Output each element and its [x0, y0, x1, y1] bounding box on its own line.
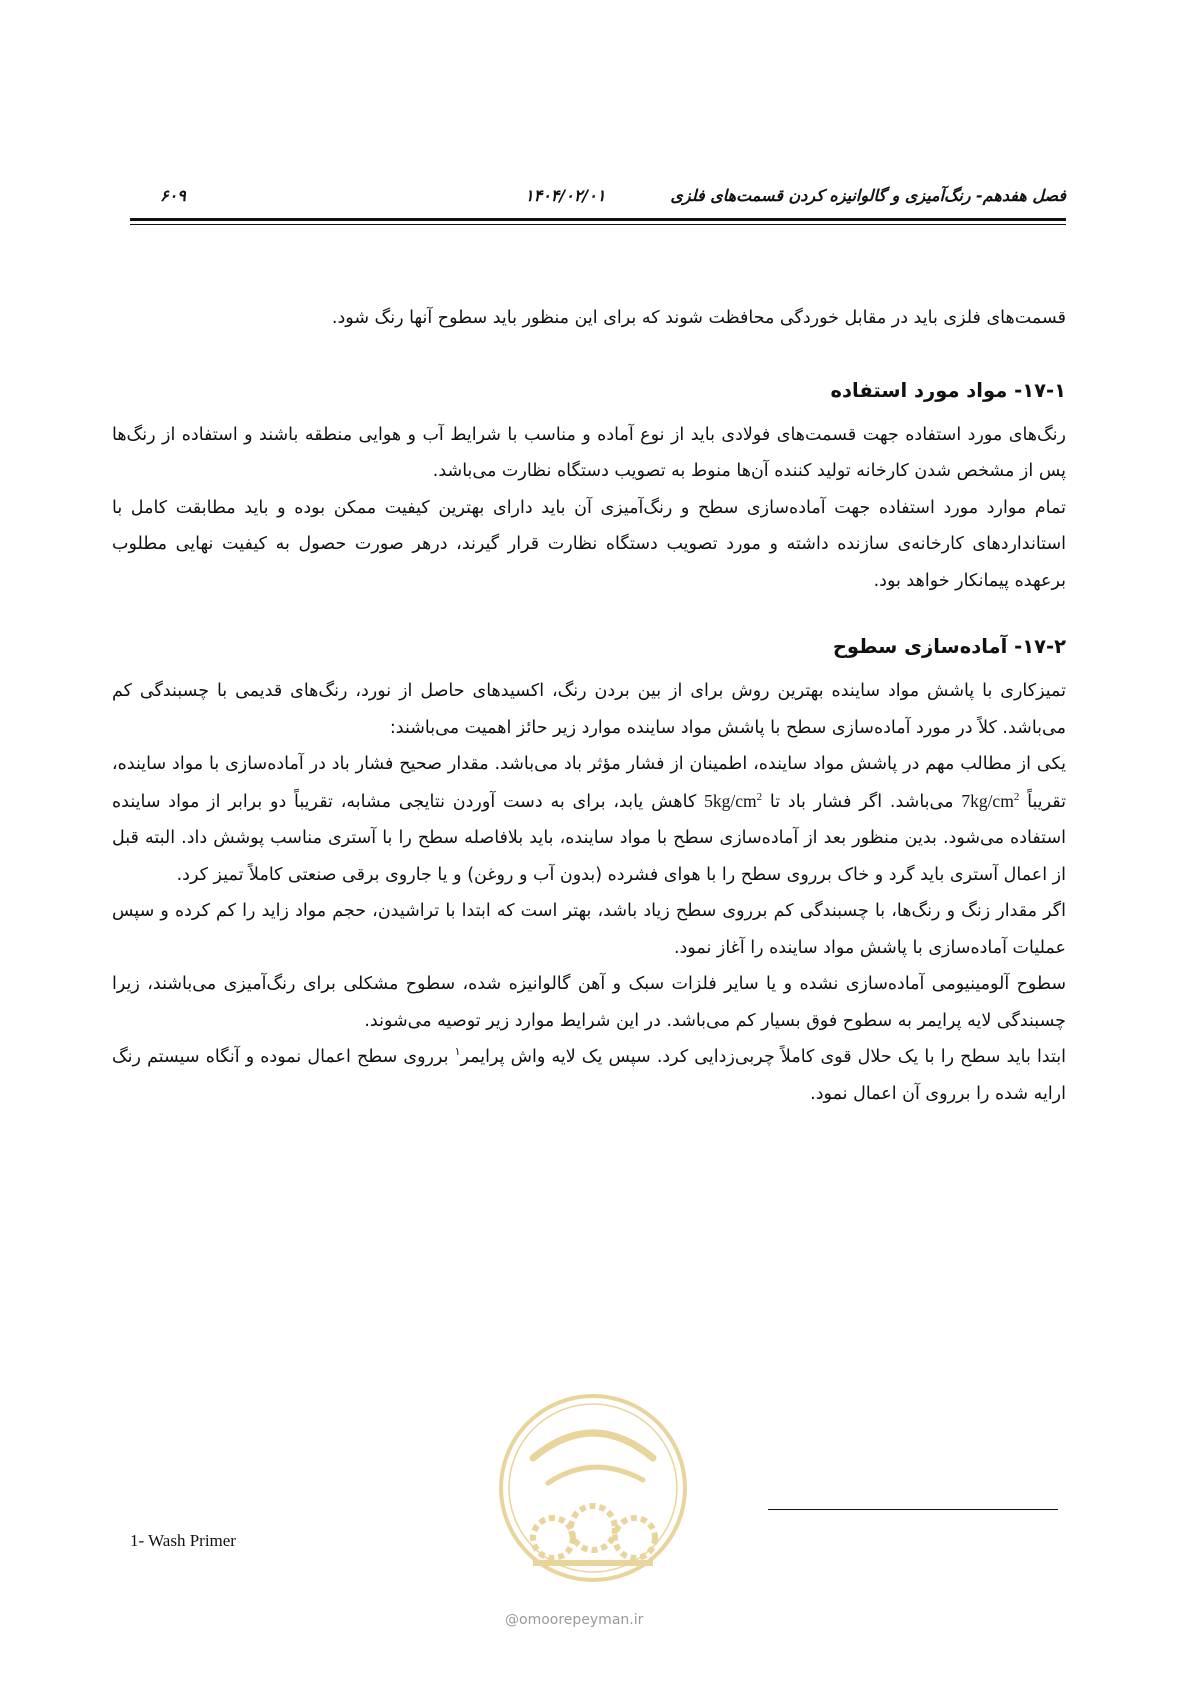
unit-7kg: [961, 791, 1019, 811]
paragraph: سطوح آلومینیومی آماده‌سازی نشده و یا سایر فلزات سبک و آهن گالوانیزه شده، سطوح مشکلی برای رنگ‌آمیزی می‌باشند، زیرا چسبندگی لایه پرایمر به سطوح فوق بسیار کم می‌باشد. در این شرایط موارد زیر توصیه می‌شوند.: [112, 974, 1066, 1031]
footnote-rule: [768, 1509, 1058, 1510]
superscript: 2: [1013, 790, 1020, 803]
section-heading-materials: ۱۷-۱- مواد مورد استفاده: [830, 378, 1066, 402]
paragraph: اگر مقدار زنگ و رنگ‌ها، با چسبندگی کم برروی سطح زیاد باشد، بهتر است که ابتدا با تراشیدن، حجم مواد زاید را کم کرده و سپس عملیات آماده‌سازی با پاشش مواد ساینده را آغاز نمود.: [112, 901, 1066, 958]
page-header: [130, 186, 1066, 210]
text-run: یکی از مطالب مهم در پاشش مواد ساینده، اطمینان از فشار مؤثر باد می‌باشد. مقدار صحیح فشار باد در آماده‌سازی با مواد ساینده، تقریباً: [112, 754, 1066, 812]
body-content: [112, 300, 1066, 1112]
paragraph: تمام موارد مورد استفاده جهت آماده‌سازی سطح و رنگ‌آمیزی آن باید دارای بهترین کیفیت ممکن بوده و باید مطابقت کامل با استانداردهای کارخانه‌ی سازنده داشته و مورد تصویب دستگاه نظارت قرار گیرند، درهر صورت حصول به کیفیت نهایی مطلوب برعهده پیمانکار خواهد بود.: [112, 497, 1066, 591]
watermark-url: @omoorepeyman.ir: [505, 1612, 644, 1628]
page-number: ۶۰۹: [160, 186, 186, 205]
footnote: 1- Wash Primer: [130, 1531, 236, 1550]
paragraph-wash-primer: [112, 1039, 1066, 1112]
header-rule-thick: [130, 218, 1066, 221]
header-rule-thin: [130, 224, 1066, 225]
chapter-title: فصل هفدهم- رنگ‌آمیزی و گالوانیزه کردن قسمت‌های فلزی: [670, 186, 1066, 205]
footnote-ref: ۱: [454, 1045, 461, 1059]
unit-text: 5kg/cm: [704, 790, 757, 811]
superscript: 2: [756, 790, 763, 803]
unit-text: 7kg/cm: [961, 790, 1014, 811]
text-run: می‌باشد. اگر فشار باد تا: [762, 791, 962, 812]
paragraph: تمیزکاری با پاشش مواد ساینده بهترین روش برای از بین بردن رنگ، اکسیدهای حاصل از نورد، رنگ‌های قدیمی با چسبندگی کم می‌باشد. کلاً در مورد آماده‌سازی سطح با پاشش مواد ساینده موارد زیر حائز اهمیت می‌باشند:: [112, 681, 1066, 738]
header-date: ۱۴۰۴/۰۲/۰۱: [525, 186, 606, 205]
text-run: برروی سطح اعمال نموده و آنگاه سیستم رنگ ارایه شده را برروی آن اعمال نمود.: [112, 1047, 1066, 1104]
intro-paragraph: قسمت‌های فلزی باید در مقابل خوردگی محافظت شوند که برای این منظور باید سطوح آنها رنگ شود.: [331, 308, 1066, 328]
text-run: کاهش یابد، برای به دست آوردن نتایجی مشابه، تقریباً دو برابر از مواد ساینده استفاده می‌شود. بدین منظور بعد از آماده‌سازی سطح با مواد ساینده، باید بلافاصله سطح را با آستری مناسب پوشش داد. البته قبل از اعمال آستری باید گرد و خاک برروی سطح را با هوای فشرده (بدون آب و روغن) و یا جاروی برقی صنعتی کاملاً تمیز کرد.: [112, 791, 1066, 885]
unit-5kg: [704, 791, 762, 811]
text-run: ابتدا باید سطح را با یک حلال قوی کاملاً چربی‌زدایی کرد. سپس یک لایه واش پرایمر: [460, 1047, 1067, 1067]
paragraph-pressure: [112, 746, 1066, 893]
paragraph: رنگ‌های مورد استفاده جهت قسمت‌های فولادی باید از نوع آماده و مناسب با شرایط آب و هوایی منطقه باشند و استفاده از رنگ‌ها پس از مشخص شدن کارخانه تولید کننده آن‌ها منوط به تصویب دستگاه نظارت می‌باشد.: [112, 424, 1066, 481]
watermark-logo: [493, 1388, 693, 1638]
section-heading-surface-prep: ۱۷-۲- آماده‌سازی سطوح: [832, 635, 1066, 658]
